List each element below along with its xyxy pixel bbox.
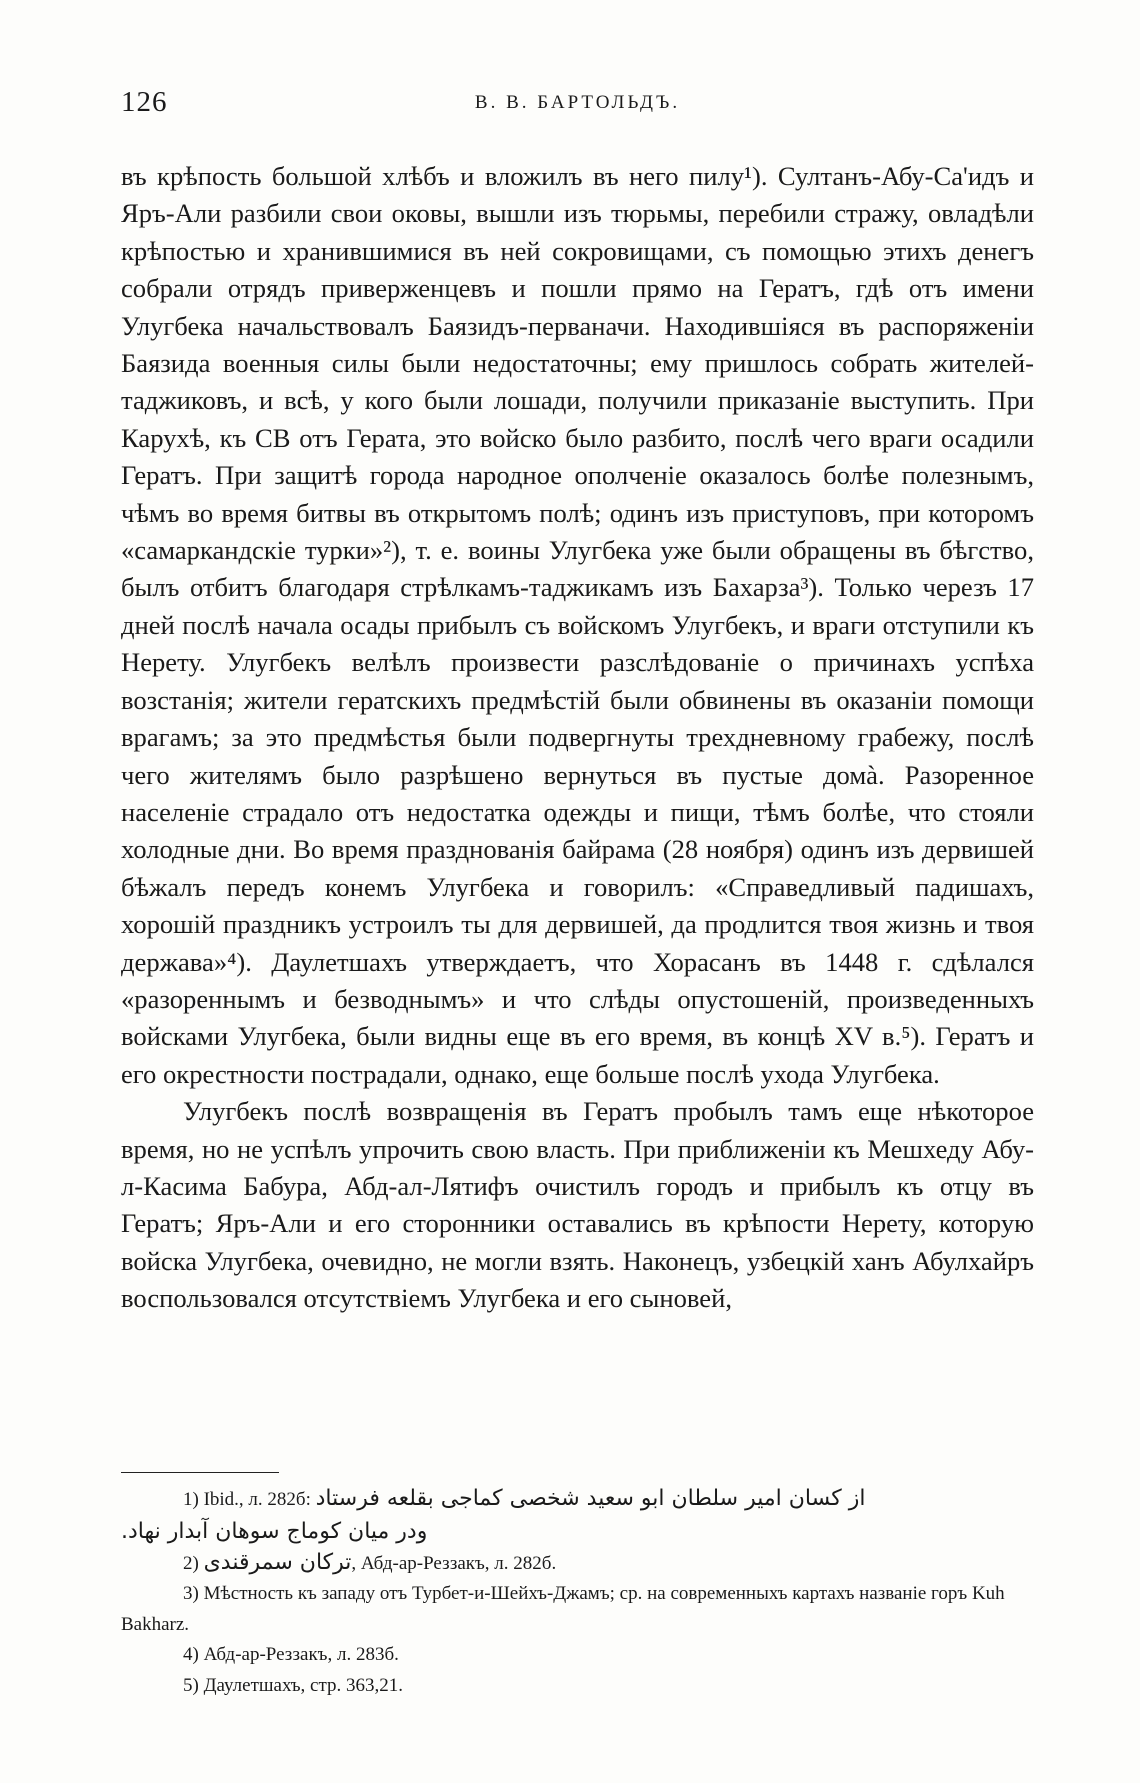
page-header bbox=[121, 86, 1034, 126]
footnote-1-arabic-a: از کسان امیر سلطان ابو سعید شخصی کماجی بقلعه فرستاد bbox=[315, 1486, 866, 1511]
footnote-5: 5) Даулетшахъ, стр. 363,21. bbox=[183, 1674, 404, 1696]
footnote-1-arabic-b: ودر میان کوماج سوهان آبدار نهاد. bbox=[121, 1518, 428, 1544]
footnote-2 bbox=[121, 1548, 1034, 1580]
running-head: В. В. БАРТОЛЬДЪ. bbox=[474, 92, 681, 113]
footnote-3: 3) Мѣстность къ западу отъ Турбет-и-Шейхъ-Джамъ; ср. на современныхъ картахъ названіе горъ Kuh Bakharz. bbox=[121, 1583, 1005, 1635]
footnote-2-text: , Абд-ар-Реззакъ, л. 282б. bbox=[351, 1552, 557, 1574]
footnote-1-label: 1) Ibid., л. 282б: bbox=[183, 1489, 311, 1510]
footnote-2-arabic: ترکان سمرقندی bbox=[203, 1549, 352, 1575]
footnotes bbox=[121, 1484, 1034, 1701]
paragraph-2: Улугбекъ послѣ возвращенія въ Гератъ пробылъ тамъ еще нѣкоторое время, но не успѣлъ упрочить свою власть. При приближеніи къ Мешхеду Абу-л-Касима Бабура, Абд-ал-Лятифъ очистилъ городъ и прибылъ къ отцу въ Гератъ; Яръ-Али и его сторонники оставались въ крѣпости Нерету, которую войска Улугбека, очевидно, не могли взять. Наконецъ, узбецкій ханъ Абулхайръ воспользовался отсутствіемъ Улугбека и его сыновей, bbox=[121, 1096, 1034, 1314]
footnote-1 bbox=[121, 1484, 1034, 1516]
body-text bbox=[121, 158, 1034, 1318]
footnote-2-label: 2) bbox=[183, 1552, 199, 1574]
page-number: 126 bbox=[121, 86, 168, 118]
paragraph-1: въ крѣпость большой хлѣбъ и вложилъ въ него пилу¹). Султанъ-Абу-Са'идъ и Яръ-Али разбили свои оковы, вышли изъ тюрьмы, перебили стражу, овладѣли крѣпостью и хранившимися въ ней сокровищами, съ помощью этихъ денегъ собрали отрядъ приверженцевъ и пошли прямо на Гератъ, гдѣ отъ имени Улугбека начальствовалъ Баязидъ-перваначи. Находившіяся въ распоряженіи Баязида военныя силы были недостаточны; ему пришлось собрать жителей-таджиковъ, и всѣ, у кого были лошади, получили приказаніе выступить. При Карухѣ, къ СВ отъ Герата, это войско было разбито, послѣ чего враги осадили Гератъ. При защитѣ города народное ополченіе оказалось болѣе полезнымъ, чѣмъ во время битвы въ открытомъ полѣ; одинъ изъ приступовъ, при которомъ «самаркандскіе турки»²), т. е. воины Улугбека уже были обращены въ бѣгство, былъ отбитъ благодаря стрѣлкамъ-таджикамъ изъ Бахарза³). Только черезъ 17 дней послѣ начала осады прибылъ съ войскомъ Улугбекъ, и враги отступили къ Нерету. Улугбекъ велѣлъ произвести разслѣдованіе о причинахъ успѣха возстанія; жители гератскихъ предмѣстій были обвинены въ оказаніи помощи врагамъ; за это предмѣстья были подвергнуты трехдневному грабежу, послѣ чего жителямъ было разрѣшено вернуться въ пустые домà. Разоренное населеніе страдало отъ недостатка одежды и пищи, тѣмъ болѣе, что стояли холодные дни. Во время празднованія байрама (28 ноября) одинъ изъ дервишей бѣжалъ передъ конемъ Улугбека и говорилъ: «Справедливый падишахъ, хорошій праздникъ устроилъ ты для дервишей, да продлится твоя жизнь и твоя держава»⁴). Даулетшахъ утверждаетъ, что Хорасанъ въ 1448 г. сдѣлался «разореннымъ и безводнымъ» и что слѣды опустошеній, произведенныхъ войсками Улугбека, были видны еще въ его время, въ концѣ XV в.⁵). Гератъ и его окрестности пострадали, однако, еще больше послѣ ухода Улугбека. bbox=[121, 161, 1034, 1089]
footnote-4: 4) Абд-ар-Реззакъ, л. 283б. bbox=[183, 1644, 399, 1665]
footnote-separator bbox=[121, 1472, 279, 1473]
